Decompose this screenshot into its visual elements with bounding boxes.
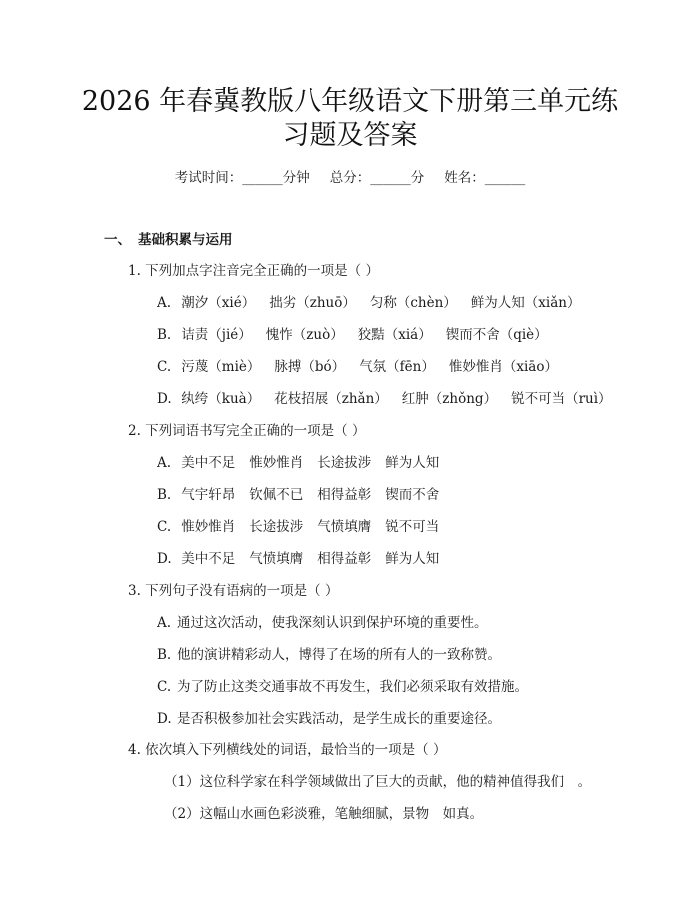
- question-3-stem: 3. 下列句子没有语病的一项是（ ）: [128, 583, 339, 599]
- student-name: 姓名：______: [444, 170, 526, 186]
- question-1-option-c: C. 污蔑（miè） 脉搏（bó） 气氛（fēn） 惟妙惟肖（xiāo）: [157, 359, 558, 375]
- section-number: 一、: [104, 232, 131, 248]
- exam-time: 考试时间：______分钟: [174, 170, 310, 186]
- question-3-option-b: B. 他的演讲精彩动人，博得了在场的所有人的一致称赞。: [157, 647, 501, 663]
- question-2-stem: 2. 下列词语书写完全正确的一项是（ ）: [128, 423, 366, 439]
- question-2-option-d: D. 美中不足 气愤填膺 相得益彰 鲜为人知: [157, 551, 440, 567]
- question-1-stem: 1. 下列加点字注音完全正确的一项是（ ）: [128, 263, 379, 279]
- question-3-option-c: C. 为了防止这类交通事故不再发生，我们必须采取有效措施。: [157, 679, 528, 695]
- question-3-option-a: A. 通过这次活动，使我深刻认识到保护环境的重要性。: [157, 615, 488, 631]
- question-1-option-d: D. 纨绔（kuà） 花枝招展（zhǎn） 红肿（zhǒng） 锐不可当（ruì）: [157, 391, 612, 407]
- section-heading: [104, 230, 233, 250]
- question-4-sub-2: （2）这幅山水画色彩淡雅，笔触细腻，景物 如真。: [164, 806, 484, 822]
- section-title: 基础积累与运用: [138, 232, 233, 248]
- question-2-option-c: C. 惟妙惟肖 长途拔涉 气愤填膺 锐不可当: [157, 519, 440, 535]
- exam-meta: [0, 168, 700, 188]
- question-3-option-d: D. 是否积极参加社会实践活动，是学生成长的重要途径。: [157, 711, 501, 727]
- question-4-sub-1: （1）这位科学家在科学领域做出了巨大的贡献，他的精神值得我们 。: [164, 774, 592, 790]
- question-1-option-a: A. 潮汐（xié） 拙劣（zhuō） 匀称（chèn） 鲜为人知（xiǎn）: [157, 295, 581, 311]
- question-4-stem: 4. 依次填入下列横线处的词语，最恰当的一项是（ ）: [128, 742, 447, 758]
- document-title-line-1: 2026 年春冀教版八年级语文下册第三单元练: [81, 86, 619, 117]
- question-2-option-b: B. 气宇轩昂 钦佩不已 相得益彰 锲而不舍: [157, 487, 440, 503]
- question-2-option-a: A. 美中不足 惟妙惟肖 长途拔涉 鲜为人知: [157, 455, 440, 471]
- total-score: 总分：______分: [329, 170, 425, 186]
- document-title-line-2: 习题及答案: [282, 120, 418, 151]
- question-1-option-b: B. 诘责（jié） 愧怍（zuò） 狡黠（xiá） 锲而不舍（qiè）: [157, 327, 548, 343]
